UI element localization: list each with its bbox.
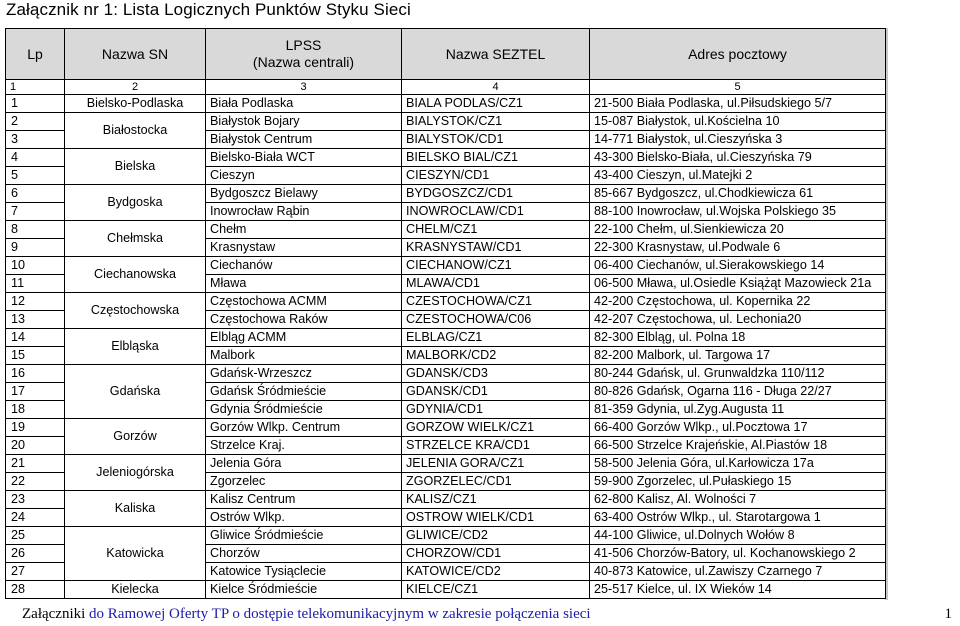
cell-seztel: OSTROW WIELK/CD1 [402,509,590,527]
table-row [6,185,886,203]
cell-seztel: BIALYSTOK/CD1 [402,131,590,149]
cell-lpss: Katowice Tysiąclecie [206,563,402,581]
cell-lpss: Bydgoszcz Bielawy [206,185,402,203]
cell-adres: 58-500 Jelenia Góra, ul.Karłowicza 17a [590,455,886,473]
table-row [6,419,886,437]
lpss-table [5,28,886,599]
cell-lpss: Gdańsk-Wrzeszcz [206,365,402,383]
table-row [6,581,886,599]
cell-seztel: KATOWICE/CD2 [402,563,590,581]
cell-lpss: Mława [206,275,402,293]
cell-lp: 20 [6,437,65,455]
cell-lpss: Jelenia Góra [206,455,402,473]
cell-seztel: KRASNYSTAW/CD1 [402,239,590,257]
footer-text [22,606,591,623]
cell-adres: 43-300 Bielsko-Biała, ul.Cieszyńska 79 [590,149,886,167]
cell-adres: 62-800 Kalisz, Al. Wolności 7 [590,491,886,509]
cell-seztel: STRZELCE KRA/CD1 [402,437,590,455]
cell-lpss: Kielce Śródmieście [206,581,402,599]
cell-lpss: Elbląg ACMM [206,329,402,347]
cell-seztel: BYDGOSZCZ/CD1 [402,185,590,203]
cell-adres: 06-500 Mława, ul.Osiedle Książąt Mazowieck 21a [590,275,886,293]
cell-lpss: Chełm [206,221,402,239]
cell-seztel: ZGORZELEC/CD1 [402,473,590,491]
table-row [6,221,886,239]
cell-lpss: Białystok Bojary [206,113,402,131]
cell-adres: 80-244 Gdańsk, ul. Grunwaldzka 110/112 [590,365,886,383]
table-row [6,329,886,347]
cell-adres: 22-300 Krasnystaw, ul.Podwale 6 [590,239,886,257]
cell-lp: 18 [6,401,65,419]
cell-lpss: Bielsko-Biała WCT [206,149,402,167]
cell-seztel: BIELSKO BIAL/CZ1 [402,149,590,167]
cell-seztel: BIALA PODLAS/CZ1 [402,95,590,113]
cell-nazwa-sn: Białostocka [65,113,206,149]
cell-lp: 1 [6,95,65,113]
cell-lpss: Cieszyn [206,167,402,185]
cell-adres: 40-873 Katowice, ul.Zawiszy Czarnego 7 [590,563,886,581]
cell-seztel: CIECHANOW/CZ1 [402,257,590,275]
cell-adres: 80-826 Gdańsk, Ogarna 116 - Długa 22/27 [590,383,886,401]
page-number: 1 [944,606,952,622]
cell-lpss: Gdynia Śródmieście [206,401,402,419]
header-nazwa-sn: Nazwa SN [65,29,206,80]
table-row [6,95,886,113]
cell-nazwa-sn: Bielsko-Podlaska [65,95,206,113]
cell-lp: 23 [6,491,65,509]
table-row [6,527,886,545]
cell-adres: 42-207 Częstochowa, ul. Lechonia20 [590,311,886,329]
column-number: 4 [402,80,590,95]
cell-seztel: ELBLAG/CZ1 [402,329,590,347]
cell-seztel: GORZOW WIELK/CZ1 [402,419,590,437]
cell-seztel: GDANSK/CD1 [402,383,590,401]
cell-nazwa-sn: Kielecka [65,581,206,599]
cell-seztel: MALBORK/CD2 [402,347,590,365]
cell-adres: 14-771 Białystok, ul.Cieszyńska 3 [590,131,886,149]
cell-seztel: GLIWICE/CD2 [402,527,590,545]
cell-seztel: KALISZ/CZ1 [402,491,590,509]
cell-lp: 28 [6,581,65,599]
table-row [6,149,886,167]
cell-lpss: Krasnystaw [206,239,402,257]
cell-adres: 41-506 Chorzów-Batory, ul. Kochanowskiego 2 [590,545,886,563]
cell-nazwa-sn: Jeleniogórska [65,455,206,491]
cell-lp: 21 [6,455,65,473]
cell-lp: 6 [6,185,65,203]
header-seztel: Nazwa SEZTEL [402,29,590,80]
cell-lp: 12 [6,293,65,311]
cell-adres: 85-667 Bydgoszcz, ul.Chodkiewicza 61 [590,185,886,203]
cell-lpss: Biała Podlaska [206,95,402,113]
cell-lpss: Kalisz Centrum [206,491,402,509]
cell-seztel: INOWROCLAW/CD1 [402,203,590,221]
cell-lp: 3 [6,131,65,149]
footer-prefix: Załączniki [22,606,90,622]
cell-adres: 44-100 Gliwice, ul.Dolnych Wołów 8 [590,527,886,545]
table-row [6,257,886,275]
cell-nazwa-sn: Elbląska [65,329,206,365]
cell-lp: 26 [6,545,65,563]
cell-lp: 10 [6,257,65,275]
cell-lpss: Zgorzelec [206,473,402,491]
cell-adres: 25-517 Kielce, ul. IX Wieków 14 [590,581,886,599]
cell-adres: 06-400 Ciechanów, ul.Sierakowskiego 14 [590,257,886,275]
cell-lp: 11 [6,275,65,293]
cell-seztel: GDANSK/CD3 [402,365,590,383]
cell-adres: 82-300 Elbląg, ul. Polna 18 [590,329,886,347]
cell-lp: 19 [6,419,65,437]
cell-seztel: JELENIA GORA/CZ1 [402,455,590,473]
cell-seztel: GDYNIA/CD1 [402,401,590,419]
cell-lp: 22 [6,473,65,491]
cell-lpss: Malbork [206,347,402,365]
cell-adres: 88-100 Inowrocław, ul.Wojska Polskiego 35 [590,203,886,221]
cell-adres: 59-900 Zgorzelec, ul.Pułaskiego 15 [590,473,886,491]
table-row [6,113,886,131]
cell-adres: 42-200 Częstochowa, ul. Kopernika 22 [590,293,886,311]
cell-lp: 8 [6,221,65,239]
header-lpss-line1: LPSS [285,37,322,53]
cell-lpss: Chorzów [206,545,402,563]
cell-lpss: Częstochowa ACMM [206,293,402,311]
footer-link[interactable]: do Ramowej Oferty TP o dostępie telekomunikacyjnym w zakresie połączenia sieci [89,606,591,622]
cell-adres: 63-400 Ostrów Wlkp., ul. Starotargowa 1 [590,509,886,527]
page-title: Załącznik nr 1: Lista Logicznych Punktów Styku Sieci [6,0,411,19]
cell-seztel: CHELM/CZ1 [402,221,590,239]
column-number-row [6,80,886,95]
header-adres: Adres pocztowy [590,29,886,80]
cell-lp: 7 [6,203,65,221]
column-number: 1 [6,80,65,95]
header-lpss-line2: (Nazwa centrali) [252,54,355,70]
cell-nazwa-sn: Bielska [65,149,206,185]
header-row [6,29,886,80]
cell-seztel: CHORZOW/CD1 [402,545,590,563]
table-row [6,455,886,473]
cell-lp: 2 [6,113,65,131]
cell-nazwa-sn: Bydgoska [65,185,206,221]
cell-seztel: BIALYSTOK/CZ1 [402,113,590,131]
cell-nazwa-sn: Gorzów [65,419,206,455]
cell-lpss: Strzelce Kraj. [206,437,402,455]
cell-lp: 4 [6,149,65,167]
header-lpss [206,29,402,80]
cell-seztel: CZESTOCHOWA/CZ1 [402,293,590,311]
cell-nazwa-sn: Katowicka [65,527,206,581]
table-row [6,365,886,383]
cell-seztel: CZESTOCHOWA/C06 [402,311,590,329]
column-number: 5 [590,80,886,95]
cell-lp: 14 [6,329,65,347]
cell-lp: 9 [6,239,65,257]
cell-lpss: Gorzów Wlkp. Centrum [206,419,402,437]
cell-adres: 43-400 Cieszyn, ul.Matejki 2 [590,167,886,185]
cell-lpss: Ciechanów [206,257,402,275]
cell-nazwa-sn: Gdańska [65,365,206,419]
header-lp: Lp [6,29,65,80]
cell-lpss: Gdańsk Śródmieście [206,383,402,401]
cell-lp: 25 [6,527,65,545]
table-row [6,293,886,311]
cell-seztel: KIELCE/CZ1 [402,581,590,599]
table-row [6,491,886,509]
cell-lp: 17 [6,383,65,401]
cell-lp: 27 [6,563,65,581]
cell-adres: 81-359 Gdynia, ul.Zyg.Augusta 11 [590,401,886,419]
cell-lp: 15 [6,347,65,365]
cell-lp: 5 [6,167,65,185]
cell-lpss: Białystok Centrum [206,131,402,149]
cell-lp: 13 [6,311,65,329]
cell-lpss: Częstochowa Raków [206,311,402,329]
cell-lp: 16 [6,365,65,383]
cell-lp: 24 [6,509,65,527]
cell-seztel: CIESZYN/CD1 [402,167,590,185]
cell-lpss: Gliwice Śródmieście [206,527,402,545]
cell-nazwa-sn: Częstochowska [65,293,206,329]
cell-adres: 66-400 Gorzów Wlkp., ul.Pocztowa 17 [590,419,886,437]
cell-adres: 66-500 Strzelce Krajeńskie, Al.Piastów 18 [590,437,886,455]
cell-lpss: Inowrocław Rąbin [206,203,402,221]
cell-adres: 22-100 Chełm, ul.Sienkiewicza 20 [590,221,886,239]
cell-adres: 15-087 Białystok, ul.Kościelna 10 [590,113,886,131]
cell-seztel: MLAWA/CD1 [402,275,590,293]
column-number: 3 [206,80,402,95]
cell-lpss: Ostrów Wlkp. [206,509,402,527]
cell-nazwa-sn: Ciechanowska [65,257,206,293]
cell-adres: 21-500 Biała Podlaska, ul.Piłsudskiego 5/7 [590,95,886,113]
cell-adres: 82-200 Malbork, ul. Targowa 17 [590,347,886,365]
cell-nazwa-sn: Kaliska [65,491,206,527]
cell-nazwa-sn: Chełmska [65,221,206,257]
column-number: 2 [65,80,206,95]
